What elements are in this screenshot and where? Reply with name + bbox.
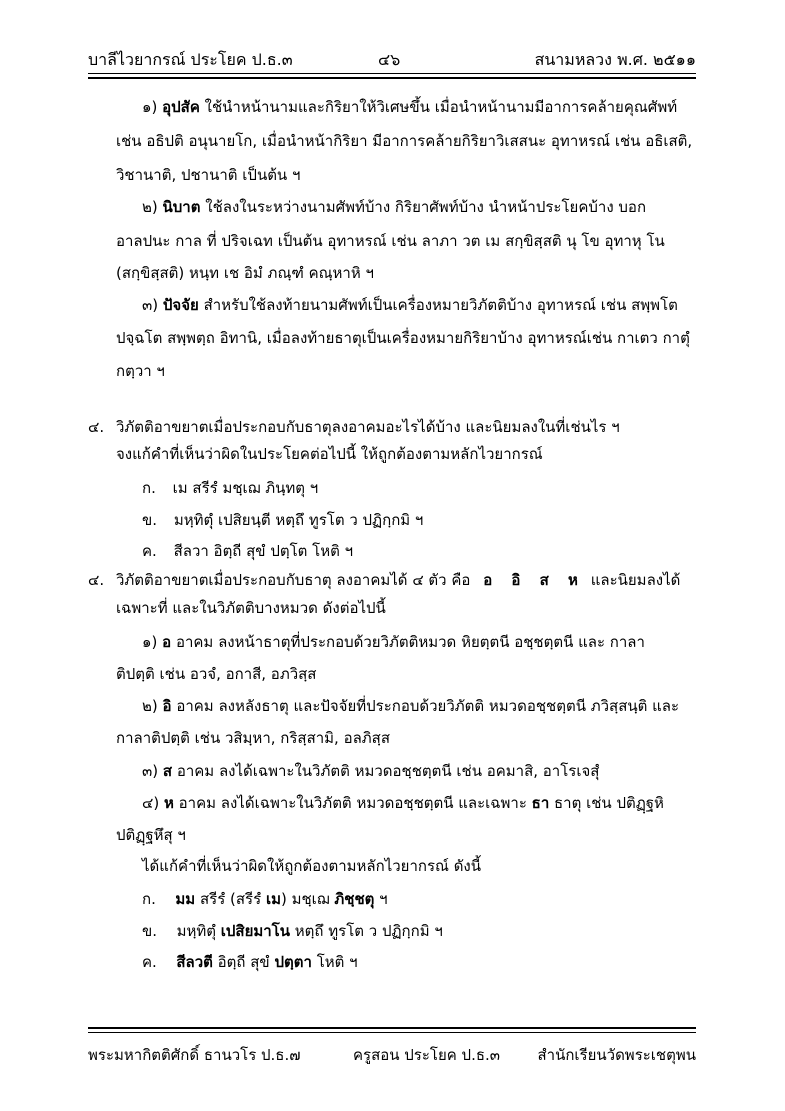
paragraph-paccay — [142, 295, 678, 315]
text-line: เช่น อธิปติ อนุนายโก, เมื่อนำหน้ากิริยา มีอาการคล้ายกิริยาวิเสสนะ อุทาหรณ์ เช่น อธิเสติ, — [116, 132, 693, 150]
paragraph-text: อาคม ลงได้เฉพาะในวิภัตติ หมวดอชฺชตฺตนี และเฉพาะ — [178, 794, 527, 812]
item-text: ฯ — [379, 890, 388, 908]
paragraph-text: อาคม ลงหลังธาตุ และปัจจัยที่ประกอบด้วยวิภัตติ หมวดอชฺชตฺตนี ภวิสฺสนฺติ และ — [176, 697, 680, 715]
question-text: วิภัตติอาขยาตเมื่อประกอบกับธาตุลงอาคมอะไรได้บ้าง และนิยมลงในที่เช่นไร ฯ — [116, 418, 620, 436]
correction-intro: ได้แก้คำที่เห็นว่าผิดให้ถูกต้องตามหลักไวยากรณ์ ดังนี้ — [142, 857, 482, 875]
answer-item-h — [142, 793, 664, 813]
paragraph-text: ใช้ลงในระหว่างนามศัพท์บ้าง กิริยาศัพท์บ้าง นำหน้าประโยคบ้าง บอก — [205, 198, 647, 216]
header-rule-thin — [88, 73, 696, 74]
question-instruction: จงแก้คำที่เห็นว่าผิดในประโยคต่อไปนี้ ให้ถูกต้องตามหลักไวยากรณ์ — [116, 445, 543, 463]
item-number: ๒) — [142, 697, 158, 715]
item-text: มหฺทิตุํ เปสิยนฺตี หตฺถึ ทูรโต ว ปฏิกฺกมิ ฯ — [173, 511, 424, 529]
page-number: ๔๖ — [378, 50, 401, 69]
paragraph-text: สำหรับใช้ลงท้ายนามศัพท์เป็นเครื่องหมายวิภัตติบ้าง อุทาหรณ์ เช่น สพฺพโต — [203, 296, 678, 314]
corrected-word: เปสิยมาโน — [220, 922, 290, 940]
text-line: ปจฺฉโต สพฺพตฺถ อิทานิ, เมื่อลงท้ายธาตุเป็นเครื่องหมายกิริยาบ้าง อุทาหรณ์เช่น กาเตว กาตุํ — [116, 329, 690, 347]
term: อ — [162, 633, 172, 651]
item-text: โหติ ฯ — [316, 953, 358, 971]
page-header — [88, 48, 696, 74]
text-line: อาลปนะ กาล ที่ ปริจเฉท เป็นต้น อุทาหรณ์ เช่น ลาภา วต เม สกฺขิสฺสติ นุ โข อุทาหุ โน — [116, 232, 665, 250]
correction-item — [142, 952, 358, 972]
item-text: สรีรํ (สรีรํ — [199, 890, 262, 908]
correction-item — [142, 889, 388, 909]
item-number: ๔) — [142, 794, 160, 812]
answer-item-i — [142, 696, 679, 716]
item-text: สีลวา อิตฺถี สุขํ ปตฺโต โหติ ฯ — [173, 542, 354, 560]
term-paccay: ปัจจัย — [162, 296, 199, 314]
corrected-word: ภิชฺชตุ — [334, 890, 375, 908]
question-item — [142, 510, 423, 530]
paragraph-nibat — [142, 197, 646, 217]
item-number: ๓) — [142, 296, 159, 314]
answer-text: และนิยมลงได้ — [590, 571, 681, 589]
text-line: (สกฺขิสฺสติ) หนฺท เช อิมํ ภณฺฑํ คณฺหาหิ ฯ — [116, 264, 374, 282]
header-title: บาลีไวยากรณ์ ประโยค ป.ธ.๓ — [88, 50, 293, 69]
item-text: หตฺถึ ทูรโต ว ปฏิกฺกมิ ฯ — [294, 922, 443, 940]
page-footer — [88, 1043, 696, 1069]
term: อิ — [162, 697, 172, 715]
item-text: มหฺทิตุํ — [176, 922, 216, 940]
item-number: ๓) — [142, 762, 159, 780]
agama-letters: อ อิ ส ห — [483, 571, 578, 589]
correction-item — [142, 921, 443, 941]
question-item — [142, 478, 318, 498]
term: ห — [164, 794, 174, 812]
header-exam: สนามหลวง พ.ศ. ๒๕๑๑ — [534, 50, 696, 69]
item-label: ข. — [142, 511, 158, 529]
term: ธา — [531, 794, 550, 812]
item-number: ๒) — [142, 198, 158, 216]
item-label: ก. — [142, 890, 156, 908]
paragraph-upasak — [142, 97, 677, 117]
text-line: กตฺวา ฯ — [116, 362, 165, 380]
text-line: กาลาติปตฺติ เช่น วสิมฺหา, กริสฺสามิ, อลภิสฺส — [116, 729, 390, 747]
footer-author: พระมหากิตติศักดิ์ ธานวโร ป.ธ.๗ — [88, 1046, 301, 1064]
item-text: เม สรีรํ มชฺเฌ ภินฺทตุ ฯ — [172, 479, 319, 497]
answer-item-s — [142, 761, 599, 781]
paragraph-text: ใช้นำหน้านามและกิริยาให้วิเศษขึ้น เมื่อนำหน้านามมีอาการคล้ายคุณศัพท์ — [204, 98, 678, 116]
header-rule-thick — [88, 77, 696, 79]
item-label: ข. — [142, 922, 158, 940]
item-label: ก. — [142, 479, 156, 497]
corrected-word: มม — [175, 890, 196, 908]
paragraph-text: อาคม ลงได้เฉพาะในวิภัตติ หมวดอชฺชตฺตนี เช่น อคมาสิ, อาโรเจสุํ — [176, 762, 600, 780]
footer-institution: สำนักเรียนวัดพระเชตุพน — [537, 1046, 696, 1064]
answer-number: ๔. — [88, 571, 105, 589]
footer-rule-thick — [88, 1027, 696, 1029]
footer-role: ครูสอน ประโยค ป.ธ.๓ — [353, 1046, 501, 1064]
item-number: ๑) — [142, 633, 158, 651]
question-number: ๔. — [88, 418, 105, 436]
text-line: วิชานาติ, ปชานาติ เป็นต้น ฯ — [116, 166, 301, 184]
corrected-word: เม — [265, 890, 281, 908]
footer-rule-thin — [88, 1032, 696, 1033]
text-line: ติปตฺติ เช่น อวจํ, อกาสี, อภวิสฺส — [116, 665, 317, 683]
item-number: ๑) — [142, 98, 158, 116]
paragraph-text: อาคม ลงหน้าธาตุที่ประกอบด้วยวิภัตติหมวด หิยตฺตนี อชฺชตฺตนี และ กาลา — [175, 633, 645, 651]
item-text: อิตฺถี สุขํ — [217, 953, 270, 971]
answer-line — [116, 570, 680, 590]
corrected-word: ปตฺตา — [274, 953, 312, 971]
answer-text: วิภัตติอาขยาตเมื่อประกอบกับธาตุ ลงอาคมได้ ๔ ตัว คือ — [116, 571, 471, 589]
corrected-word: สีลวตี — [176, 953, 213, 971]
term-nibat: นิบาต — [162, 198, 201, 216]
item-label: ค. — [142, 542, 157, 560]
answer-item-a — [142, 632, 645, 652]
question-item — [142, 541, 353, 561]
term-upasak: อุปสัค — [162, 98, 200, 116]
paragraph-text: ธาตุ เช่น ปติฏฺฐหิ — [554, 794, 664, 812]
text-line: เฉพาะที่ และในวิภัตติบางหมวด ดังต่อไปนี้ — [116, 599, 386, 617]
item-label: ค. — [142, 953, 157, 971]
text-line: ปติฏฺฐหึสุ ฯ — [116, 826, 186, 844]
item-text: ) มชฺเฌ — [280, 890, 330, 908]
term: ส — [162, 762, 173, 780]
